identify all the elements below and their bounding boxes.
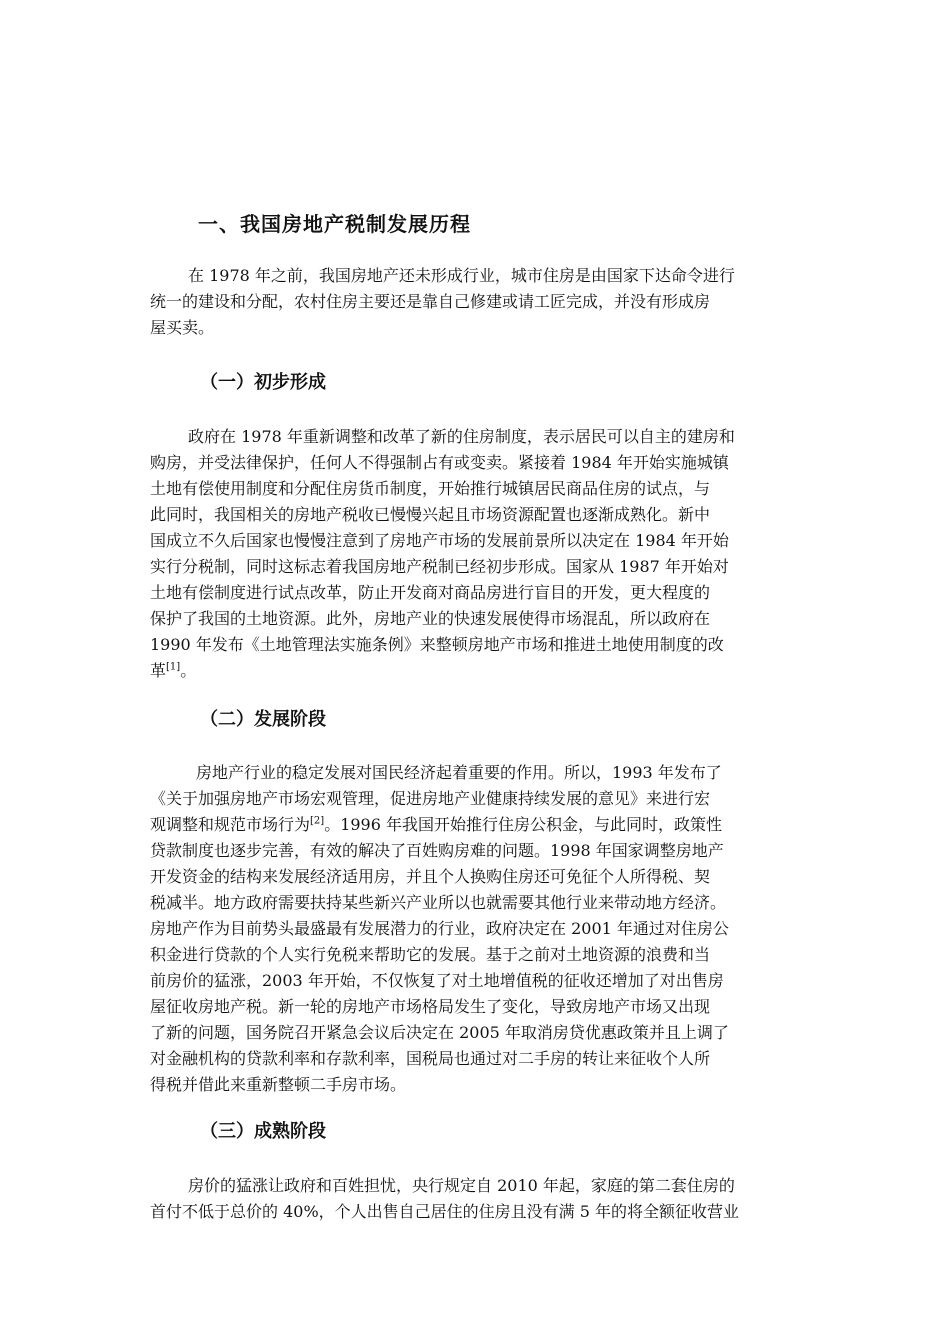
paragraph-line: 国成立不久后国家也慢慢注意到了房地产市场的发展前景所以决定在 1984 年开始 [150,531,729,550]
paragraph-line: 税减半。地方政府需要扶持某些新兴产业所以也就需要其他行业来带动地方经济。 [150,893,727,912]
line-text: 。1996 年我国开始推行住房公积金，与此同时，政策性 [324,815,722,834]
paragraph-line: 《关于加强房地产市场宏观管理，促进房地产业健康持续发展的意见》来进行宏 [150,789,711,808]
paragraph-line [150,658,830,684]
section-heading-initial-formation: （一）初步形成 [200,372,326,393]
line-text: 观调整和规范市场行为 [150,815,311,834]
citation-ref-2: [2] [310,815,325,827]
paragraph-line: 土地有偿制度进行试点改革，防止开发商对商品房进行盲目的开发，更大程度的 [150,583,711,602]
paragraph-line: 房地产作为目前势头最盛最有发展潜力的行业，政府决定在 2001 年通过对住房公 [150,919,729,938]
paragraph-line: 1990 年发布《土地管理法实施条例》来整顿房地产市场和推进土地使用制度的改 [150,635,724,654]
section-1-paragraph [150,424,830,684]
paragraph-line: 政府在 1978 年重新调整和改革了新的住房制度，表示居民可以自主的建房和 [188,427,735,446]
paragraph-line: 贷款制度也逐步完善，有效的解决了百姓购房难的问题。1998 年国家调整房地产 [150,841,724,860]
intro-paragraph [150,263,830,341]
paragraph-line: 房地产行业的稳定发展对国民经济起着重要的作用。所以，1993 年发布了 [196,763,722,782]
paragraph-line: 首付不低于总价的 40%，个人出售自己居住的住房且没有满 5 年的将全额征收营业 [150,1202,740,1221]
document-title: 一、我国房地产税制发展历程 [198,212,471,236]
paragraph-line: 在 1978 年之前，我国房地产还未形成行业，城市住房是由国家下达命令进行 [188,266,735,285]
paragraph-line: 实行分税制，同时这标志着我国房地产税制已经初步形成。国家从 1987 年开始对 [150,557,729,576]
line-text: 革 [150,661,167,680]
paragraph-line: 屋征收房地产税。新一轮的房地产市场格局发生了变化，导致房地产市场又出现 [150,997,711,1016]
paragraph-line: 前房价的猛涨，2003 年开始，不仅恢复了对土地增值税的征收还增加了对出售房 [150,971,724,990]
paragraph-line: 积金进行贷款的个人实行免税来帮助它的发展。基于之前对土地资源的浪费和当 [150,945,711,964]
paragraph-line: 了新的问题，国务院召开紧急会议后决定在 2005 年取消房贷优惠政策并且上调了 [150,1023,729,1042]
paragraph-line: 购房，并受法律保护，任何人不得强制占有或变卖。紧接着 1984 年开始实施城镇 [150,453,729,472]
paragraph-line [150,812,830,838]
paragraph-line: 此同时，我国相关的房地产税收已慢慢兴起且市场资源配置也逐渐成熟化。新中 [150,505,711,524]
section-3-paragraph [150,1173,830,1225]
line-text: 。 [180,661,197,680]
paragraph-line: 对金融机构的贷款利率和存款利率，国税局也通过对二手房的转让来征收个人所 [150,1049,711,1068]
paragraph-line: 统一的建设和分配，农村住房主要还是靠自己修建或请工匠完成，并没有形成房 [150,292,711,311]
paragraph-line: 房价的猛涨让政府和百姓担忧，央行规定自 2010 年起，家庭的第二套住房的 [188,1176,735,1195]
section-heading-development-stage: （二）发展阶段 [200,709,326,730]
section-2-paragraph [150,760,830,1098]
paragraph-line: 保护了我国的土地资源。此外，房地产业的快速发展使得市场混乱，所以政府在 [150,609,711,628]
paragraph-line: 土地有偿使用制度和分配住房货币制度，开始推行城镇居民商品住房的试点，与 [150,479,711,498]
citation-ref-1: [1] [166,661,181,673]
paragraph-line: 开发资金的结构来发展经济适用房，并且个人换购住房还可免征个人所得税、契 [150,867,711,886]
paragraph-line: 屋买卖。 [150,318,215,337]
section-heading-maturity-stage: （三）成熟阶段 [200,1121,326,1142]
paragraph-line: 得税并借此来重新整顿二手房市场。 [150,1075,407,1094]
